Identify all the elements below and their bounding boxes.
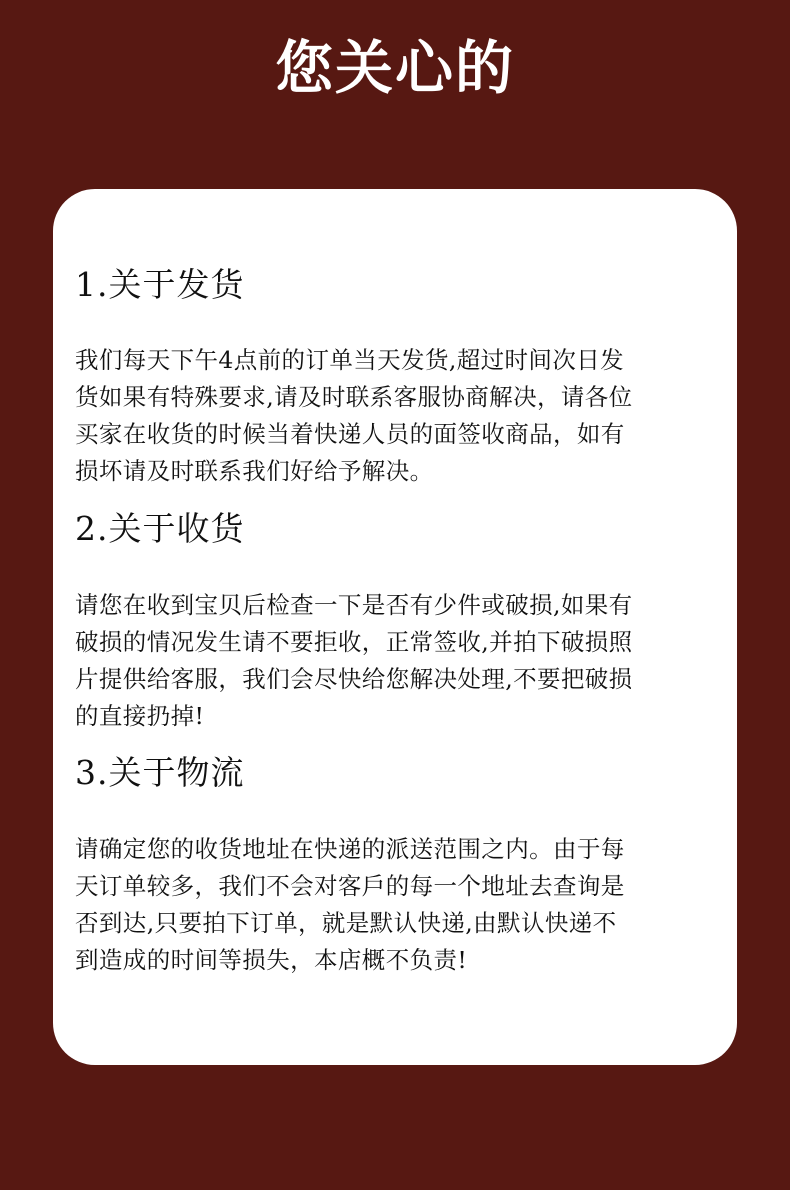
section-heading-shipping: 1.关于发货 xyxy=(75,265,245,304)
section-heading-receiving: 2.关于收货 xyxy=(75,509,245,548)
body-line: 否到达,只要拍下订单，就是默认快递,由默认快递不 xyxy=(75,909,617,937)
page-title: 您关心的 xyxy=(274,34,515,102)
body-line: 请确定您的收货地址在快递的派送范围之内。由于每 xyxy=(75,835,625,863)
notice-card xyxy=(53,189,737,1065)
body-line: 买家在收货的时候当着快递人员的面签收商品，如有 xyxy=(75,420,625,448)
body-line: 我们每天下午4点前的订单当天发货,超过时间次日发 xyxy=(75,346,625,374)
body-line: 损坏请及时联系我们好给予解决。 xyxy=(75,457,434,485)
body-line: 货如果有特殊要求,请及时联系客服协商解决，请各位 xyxy=(75,383,633,411)
section-body-receiving xyxy=(75,587,715,735)
section-receiving xyxy=(75,507,715,735)
body-line: 片提供给客服，我们会尽快给您解决处理,不要把破损 xyxy=(75,665,633,693)
body-line: 破损的情况发生请不要拒收，正常签收,并拍下破损照 xyxy=(75,628,633,656)
section-logistics xyxy=(75,751,715,979)
body-line: 请您在收到宝贝后检查一下是否有少件或破损,如果有 xyxy=(75,591,633,619)
section-body-logistics xyxy=(75,831,715,979)
section-heading-logistics: 3.关于物流 xyxy=(75,753,245,792)
body-line: 的直接扔掉! xyxy=(75,702,205,730)
section-body-shipping xyxy=(75,342,715,490)
body-line: 天订单较多，我们不会对客戶的每一个地址去查询是 xyxy=(75,872,625,900)
body-line: 到造成的时间等损失，本店概不负责! xyxy=(75,946,468,974)
section-shipping xyxy=(75,263,715,490)
